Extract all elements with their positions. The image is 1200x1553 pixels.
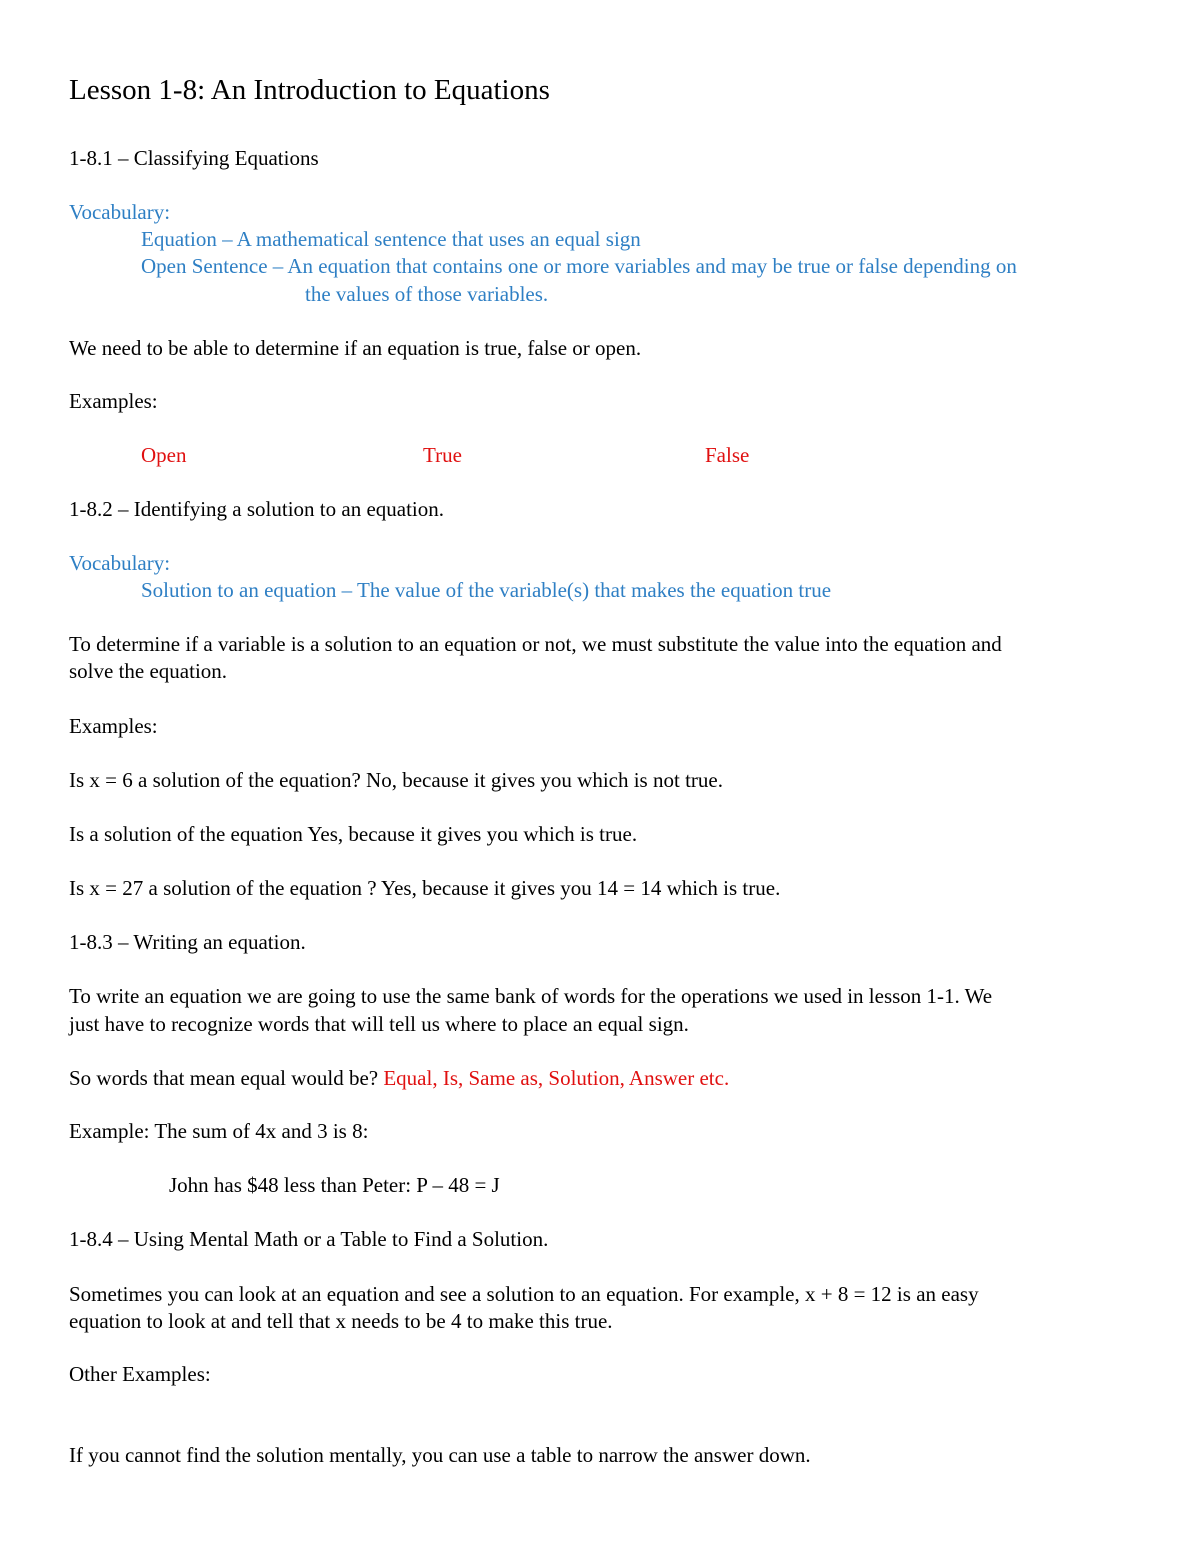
- section-heading-1-8-4: 1-8.4 – Using Mental Math or a Table to Find a Solution.: [69, 1227, 549, 1251]
- vocabulary-label: Vocabulary:: [69, 200, 171, 224]
- section-heading-1-8-1: 1-8.1 – Classifying Equations: [69, 146, 319, 170]
- paragraph-cont: just have to recognize words that will tell us where to place an equal sign.: [69, 1012, 689, 1036]
- example-true: True: [423, 443, 462, 467]
- examples-label: Examples:: [69, 389, 158, 413]
- example-line-1: Is x = 6 a solution of the equation? No, because it gives you which is not true.: [69, 768, 723, 792]
- paragraph-cont: solve the equation.: [69, 659, 228, 683]
- page-title: Lesson 1-8: An Introduction to Equations: [69, 74, 550, 106]
- example-open: Open: [141, 443, 187, 467]
- examples-label: Examples:: [69, 714, 158, 738]
- paragraph: Sometimes you can look at an equation and see a solution to an equation. For example, x + 8 = 12 is an easy: [69, 1282, 979, 1306]
- vocab-equation: Equation – A mathematical sentence that uses an equal sign: [141, 227, 641, 251]
- paragraph-cont: equation to look at and tell that x needs to be 4 to make this true.: [69, 1309, 613, 1333]
- example-john: John has $48 less than Peter: P – 48 = J: [169, 1173, 500, 1197]
- paragraph: To write an equation we are going to use the same bank of words for the operations we used in lesson 1-1. We: [69, 984, 993, 1008]
- paragraph: We need to be able to determine if an equation is true, false or open.: [69, 336, 642, 360]
- section-heading-1-8-3: 1-8.3 – Writing an equation.: [69, 930, 306, 954]
- equal-words-answer: Equal, Is, Same as, Solution, Answer etc.: [383, 1066, 730, 1090]
- vocab-open-sentence-cont: the values of those variables.: [305, 282, 549, 306]
- equal-words-question: So words that mean equal would be?: [69, 1066, 379, 1090]
- vocabulary-label: Vocabulary:: [69, 551, 171, 575]
- section-heading-1-8-2: 1-8.2 – Identifying a solution to an equation.: [69, 497, 445, 521]
- vocab-solution: Solution to an equation – The value of the variable(s) that makes the equation true: [141, 578, 832, 602]
- example-sum: Example: The sum of 4x and 3 is 8:: [69, 1119, 369, 1143]
- equal-words-line: [69, 1064, 729, 1092]
- other-examples-label: Other Examples:: [69, 1362, 211, 1386]
- example-line-2: Is a solution of the equation Yes, because it gives you which is true.: [69, 822, 638, 846]
- example-false: False: [705, 443, 750, 467]
- example-line-3: Is x = 27 a solution of the equation ? Yes, because it gives you 14 = 14 which is true.: [69, 876, 781, 900]
- paragraph: To determine if a variable is a solution to an equation or not, we must substitute the value into the equation and: [69, 632, 1002, 656]
- vocab-open-sentence: Open Sentence – An equation that contains one or more variables and may be true or false depending on: [141, 254, 1017, 278]
- closing-paragraph: If you cannot find the solution mentally, you can use a table to narrow the answer down.: [69, 1443, 811, 1467]
